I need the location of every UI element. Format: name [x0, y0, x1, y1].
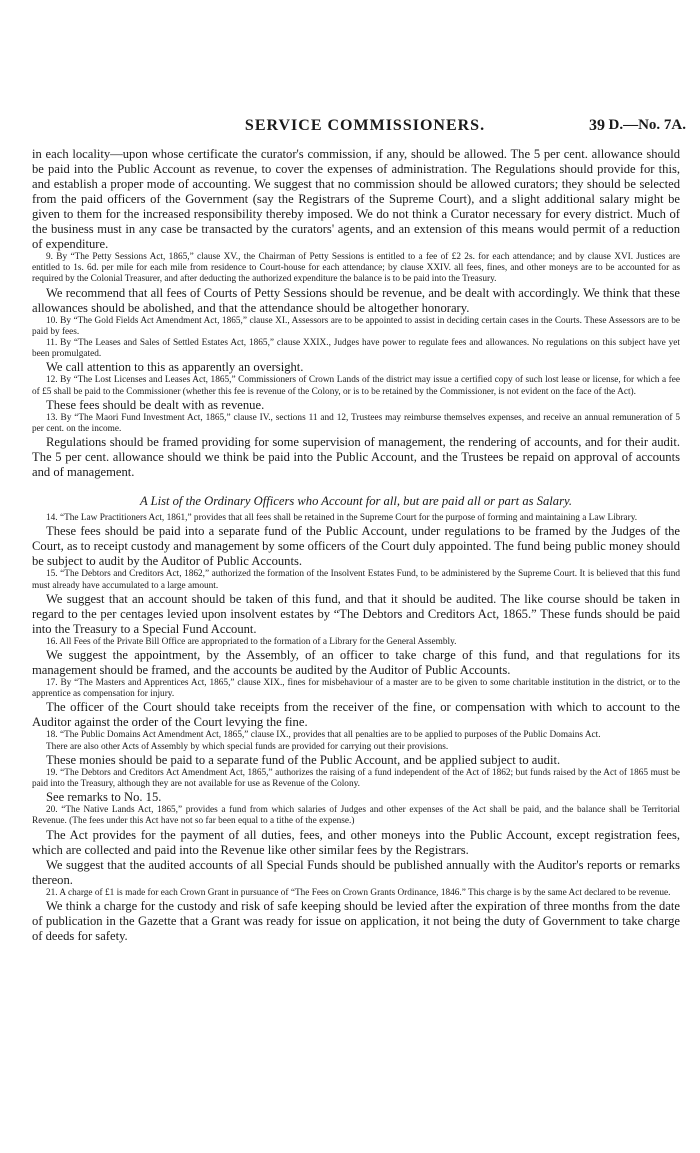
statute-note: 14. “The Law Practitioners Act, 1861,” provides that all fees shall be retained in the Supreme Court for the purpose of forming and maintaining a Law Library.: [46, 513, 638, 524]
statute-note: 11. By “The Leases and Sales of Settled Estates Act, 1865,” clause XXIX., Judges have power to regulate fees and allowances. No regulations on this subject have yet been promulgated.: [32, 338, 680, 360]
body-paragraph: We think a charge for the custody and risk of safe keeping should be levied after the expiration of three months from the date of publication in the Gazette that a Grant was ready for issue on application, it not being the duty of Government to take charge of deeds for safety.: [32, 898, 680, 943]
document-reference: D.—No. 7A.: [608, 117, 686, 133]
statute-note: There are also other Acts of Assembly by which special funds are provided for carrying out their provisions.: [46, 741, 449, 752]
statute-note: 18. “The Public Domains Act Amendment Act, 1865,” clause IX., provides that all penalties are to be applied to purposes of the Public Domains Act.: [46, 730, 601, 741]
body-paragraph: We suggest the appointment, by the Assembly, of an officer to take charge of this fund, and that regulations for its management should be framed, and the accounts be audited by the Auditor of Public Accounts.: [32, 648, 680, 678]
statute-note: 21. A charge of £1 is made for each Crown Grant in pursuance of “The Fees on Crown Grants Ordinance, 1846.” This charge is by the same Act declared to be revenue.: [46, 887, 671, 898]
body-paragraph: Regulations should be framed providing for some supervision of management, the rendering of accounts, and for their audit. The 5 per cent. allowance should we think be paid into the Public Account, and the Trustees be repaid on approval of accounts and of management.: [32, 435, 680, 480]
body-paragraph: We suggest that an account should be taken of this fund, and that it should be audited. The like course should be taken in regard to the per centages levied upon insolvent estates by “The Debtors and Creditors Act, 1865.” These funds should be paid into the Treasury to a Special Fund Account.: [32, 591, 680, 636]
body-paragraph: See remarks to No. 15.: [46, 790, 162, 805]
body-paragraph: The Act provides for the payment of all duties, fees, and other moneys into the Public Account, except registration fees, which are collected and paid into the Revenue like other similar fees by the Registrars.: [32, 827, 680, 857]
document-body: [32, 147, 680, 944]
body-paragraph: We recommend that all fees of Courts of Petty Sessions should be revenue, and be dealt with accordingly. We think that these allowances should be abolished, and that the attendance should be altogether honorary.: [32, 285, 680, 315]
page-number: 39: [589, 117, 605, 134]
body-paragraph: in each locality—upon whose certificate the curator's commission, if any, should be allowed. The 5 per cent. allowance should be paid into the Public Account as revenue, to cover the expenses of administration. The Regulations should provide for this, and establish a proper mode of accounting. We suggest that no commission should be allowed curators; they should be selected from the paid officers of the Government (say the Registrars of the Supreme Court), and a slight additional salary might be given to them for the increased responsibility thereby imposed. We do not think a Curator necessary for every district. Much of the business must in any case be transacted by the curators' agents, and an extension of this means would permit of a reduction of expenditure.: [32, 147, 680, 251]
statute-note: 20. “The Native Lands Act, 1865,” provides a fund from which salaries of Judges and other expenses of the Act shall be paid, and the balance shall be Territorial Revenue. (The fees under this Act have not so far been equal to a tithe of the expense.): [32, 805, 680, 827]
statute-note: 16. All Fees of the Private Bill Office are appropriated to the formation of a Library for the General Assembly.: [46, 636, 457, 647]
body-paragraph: The officer of the Court should take receipts from the receiver of the fine, or compensation with which to account to the Auditor against the order of the Court levying the fine.: [32, 700, 680, 730]
section-heading: A List of the Ordinary Officers who Account for all, but are paid all or part as Salary.: [139, 494, 573, 509]
statute-note: 19. “The Debtors and Creditors Act Amendment Act, 1865,” authorizes the raising of a fund independent of the Act of 1862; but funds raised by the Act of 1865 must be paid into the Treasury, although they are not available for use as Revenue of the Colony.: [32, 767, 680, 790]
statute-note: 12. By “The Lost Licenses and Leases Act, 1865,” Commissioners of Crown Lands of the district may issue a certified copy of such lost lease or license, for which a fee of £5 shall be paid to the Commissioner (whether this fee is revenue of the Colony, or is to be retained by the Commissioner, is not evident on the face of the Act).: [32, 375, 680, 397]
page-title: SERVICE COMMISSIONERS.: [244, 117, 486, 134]
body-paragraph: These fees should be dealt with as revenue.: [46, 397, 265, 412]
statute-note: 13. By “The Maori Fund Investment Act, 1865,” clause IV., sections 11 and 12, Trustees may reimburse themselves expenses, and receive an annual remuneration of 5 per cent. on the income.: [32, 412, 680, 435]
body-paragraph: We suggest that the audited accounts of all Special Funds should be published annually with the Auditor's reports or remarks thereon.: [32, 857, 680, 887]
statute-note: 15. “The Debtors and Creditors Act, 1862,” authorized the formation of the Insolvent Estates Fund, to be administered by the Supreme Court. It is believed that this fund must already have accumulated to a large amount.: [32, 569, 680, 591]
page-header: [40, 117, 690, 139]
statute-note: 17. By “The Masters and Apprentices Act, 1865,” clause XIX., fines for misbehaviour of a master are to be given to some charitable institution in the district, or to the apprentice as compensation for injury.: [32, 678, 680, 700]
body-paragraph: These monies should be paid to a separate fund of the Public Account, and be applied subject to audit.: [46, 752, 561, 767]
section-gap: [32, 480, 680, 494]
body-paragraph: We call attention to this as apparently an oversight.: [46, 360, 304, 375]
statute-note: 10. By “The Gold Fields Act Amendment Act, 1865,” clause XI., Assessors are to be appointed to assist in deciding certain cases in the Courts. These Assessors are to be paid by fees.: [32, 315, 680, 337]
body-paragraph: These fees should be paid into a separate fund of the Public Account, under regulations to be framed by the Judges of the Court, as to receipt custody and management by some officers of the Court duly appointed. The fund being public money should be subject to audit by the Auditor of Public Accounts.: [32, 524, 680, 569]
statute-note: 9. By “The Petty Sessions Act, 1865,” clause XV., the Chairman of Petty Sessions is entitled to a fee of £2 2s. for each attendance; and by clause XVI. Justices are entitled to 1s. 6d. per mile for each mile from residence to Court-house for each attendance; by clause XXIV. all fees, fines, and other moneys are to be accounted for as required by the Colonial Treasurer, and after deducting the authorized expenditure the balance is to be paid into the Treasury.: [32, 252, 680, 285]
